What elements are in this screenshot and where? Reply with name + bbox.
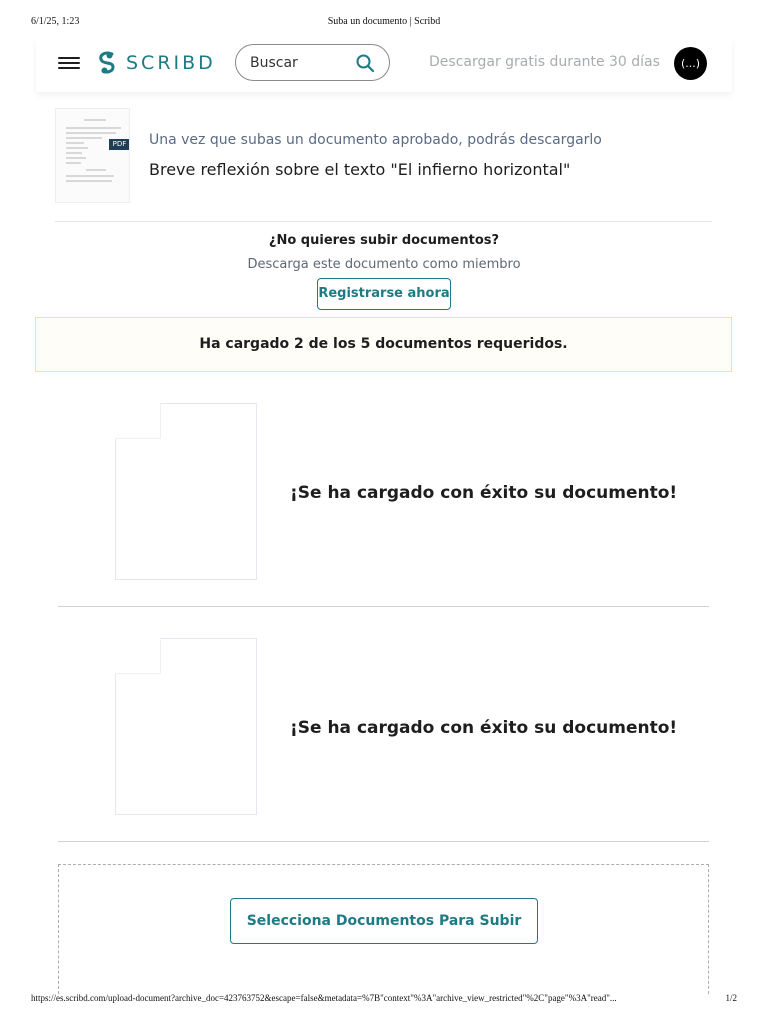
- uploaded-document-item: [58, 607, 709, 842]
- uploaded-document-thumbnail: [115, 403, 257, 580]
- pdf-badge: PDF: [109, 139, 130, 150]
- avatar[interactable]: (...): [674, 47, 707, 80]
- search-input[interactable]: [250, 53, 350, 73]
- document-title[interactable]: Breve reflexión sobre el texto "El infierno horizontal": [149, 160, 571, 179]
- document-subtitle: Una vez que subas un documento aprobado, podrás descargarlo: [149, 132, 602, 148]
- top-navigation-bar: [36, 38, 732, 92]
- scribd-logo[interactable]: [96, 49, 216, 77]
- document-thumbnail: [55, 108, 130, 203]
- print-datetime: 6/1/25, 1:23: [31, 16, 80, 27]
- register-button[interactable]: Registrarse ahora: [317, 278, 451, 310]
- download-free-trial-link[interactable]: Descargar gratis durante 30 días: [429, 54, 660, 70]
- logo-wordmark: SCRIBD: [126, 52, 216, 74]
- print-header: [0, 16, 768, 32]
- uploaded-document-item: [58, 372, 709, 607]
- no-upload-question: ¿No quieres subir documentos?: [268, 233, 500, 248]
- menu-icon[interactable]: [58, 54, 80, 72]
- print-page-title: Suba un documento | Scribd: [327, 16, 441, 27]
- document-card: [55, 108, 712, 222]
- upload-success-message: ¡Se ha cargado con éxito su documento!: [290, 483, 678, 503]
- print-url: https://es.scribd.com/upload-document?archive_doc=423763752&escape=false&metadata=%7B"context"%3A"archive_view_restricted"%2C"page"%3A"read"...: [31, 993, 617, 1003]
- search-icon[interactable]: [355, 53, 375, 73]
- search-box[interactable]: [235, 44, 390, 81]
- upload-progress-banner: Ha cargado 2 de los 5 documentos requeridos.: [35, 317, 732, 372]
- print-page-number: 1/2: [725, 993, 737, 1003]
- no-upload-section: [0, 233, 768, 272]
- upload-success-message: ¡Se ha cargado con éxito su documento!: [290, 718, 678, 738]
- print-footer: [0, 993, 768, 1007]
- scribd-logo-icon: [96, 50, 118, 76]
- select-documents-button[interactable]: Selecciona Documentos Para Subir: [230, 898, 538, 944]
- uploaded-document-thumbnail: [115, 638, 257, 815]
- no-upload-subtitle: Descarga este documento como miembro: [247, 257, 521, 272]
